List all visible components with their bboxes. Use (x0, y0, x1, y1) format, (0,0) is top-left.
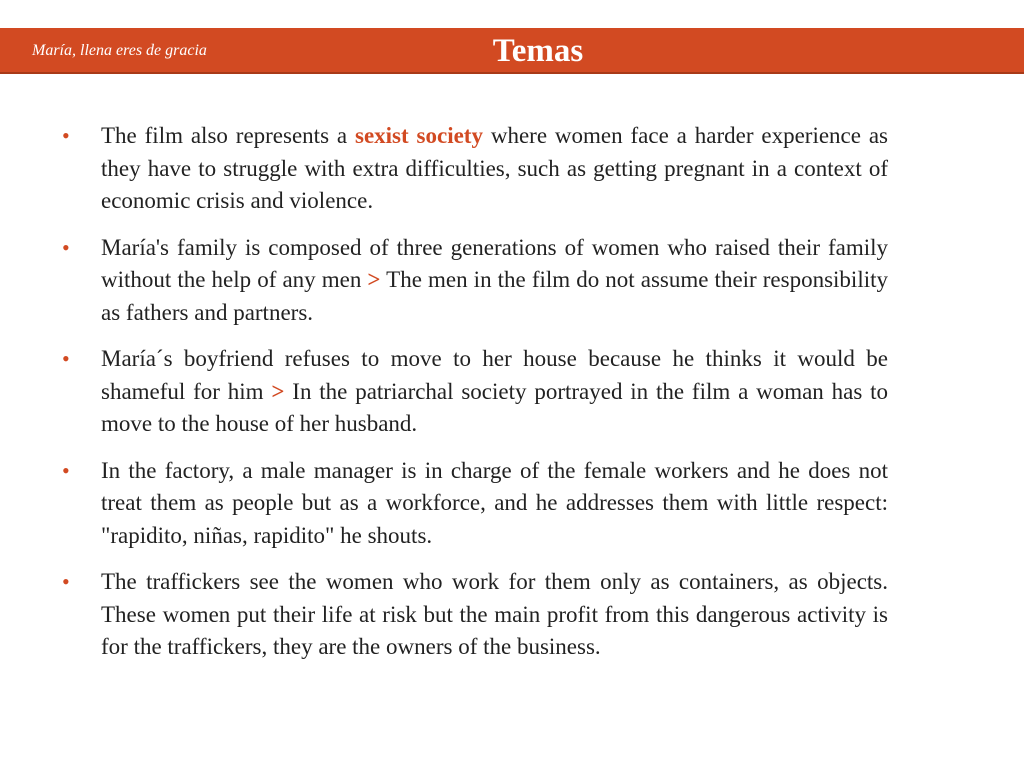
bullet-text: The traffickers see the women who work for them only as containers, as objects. These women put their life at risk but the main profit from this dangerous activity is for the traffickers, they are the owners of the business. (101, 569, 888, 659)
arrow-icon: > (271, 378, 285, 404)
bullet-text: The film also represents a (101, 123, 355, 148)
bullet-item-3 (62, 343, 888, 441)
highlighted-term: sexist society (355, 123, 483, 148)
bullet-list (62, 120, 888, 678)
bullet-text: where women face a harder experience as they have to struggle with extra difficulties, such as getting pregnant in a context of economic crisis and violence. (101, 123, 889, 213)
bullet-dot-icon: • (62, 234, 70, 260)
arrow-icon: > (367, 267, 381, 292)
bullet-item-2 (62, 232, 888, 330)
bullet-item-1 (62, 120, 888, 218)
bullet-text: María's family is composed of three generations of women who raised their family without the help of any men (101, 234, 888, 292)
bullet-dot-icon: • (62, 123, 70, 148)
slide-title: Temas (492, 33, 584, 69)
bullet-text: In the factory, a male manager is in charge of the female workers and he does not treat them as people but as a workforce, and he addresses them with little respect: "rapidito, niñas, rapidito" he shouts. (101, 457, 888, 548)
slide-subtitle: María, llena eres de gracia (32, 42, 207, 59)
bullet-item-5 (62, 566, 888, 664)
bullet-text: María´s boyfriend refuses to move to her house because he thinks it would be shameful for him (101, 346, 888, 404)
bullet-text: The men in the film do not assume their responsibility as fathers and partners. (101, 267, 888, 325)
bullet-text: In the patriarchal society portrayed in the film a woman has to move to the house of her husband. (101, 378, 888, 436)
header-bar (0, 28, 1024, 74)
bullet-dot-icon: • (62, 569, 70, 594)
bullet-dot-icon: • (62, 346, 70, 371)
bullet-dot-icon: • (62, 457, 70, 483)
bullet-item-4 (62, 455, 888, 553)
